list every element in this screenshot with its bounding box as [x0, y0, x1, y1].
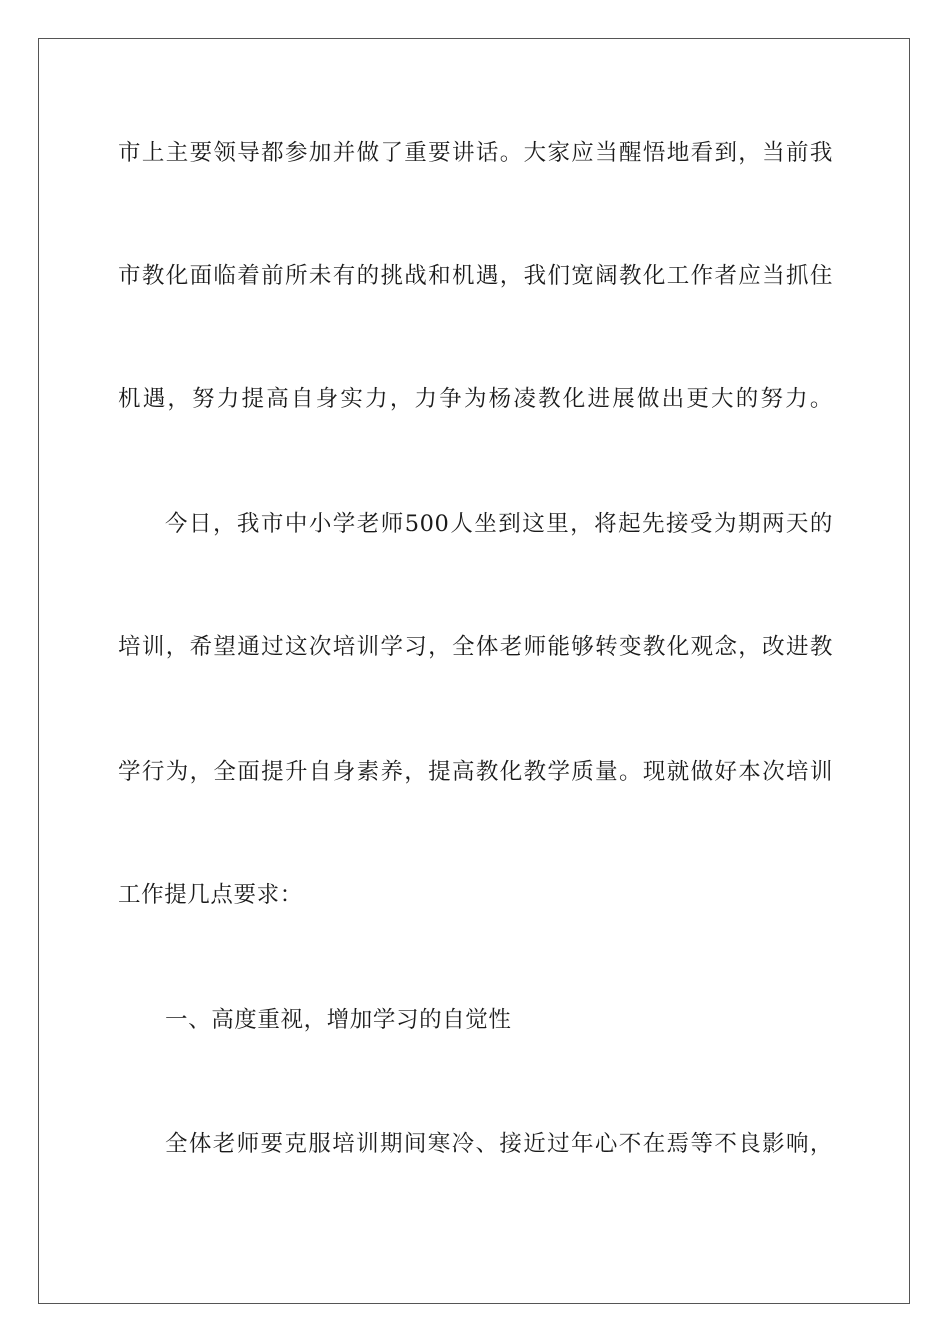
paragraph-line-1: 市上主要领导都参加并做了重要讲话。大家应当醒悟地看到，当前我 [118, 140, 833, 166]
paragraph-line-5: 培训，希望通过这次培训学习，全体老师能够转变教化观念，改进教 [118, 634, 833, 660]
paragraph-line-9: 全体老师要克服培训期间寒冷、接近过年心不在焉等不良影响， [165, 1131, 833, 1157]
paragraph-line-6: 学行为，全面提升自身素养，提高教化教学质量。现就做好本次培训 [118, 759, 833, 785]
paragraph-line-2: 市教化面临着前所未有的挑战和机遇，我们宽阔教化工作者应当抓住 [118, 263, 833, 289]
paragraph-line-7: 工作提几点要求： [118, 882, 303, 908]
page-frame [38, 38, 910, 1304]
section-heading: 一、高度重视，增加学习的自觉性 [165, 1007, 512, 1033]
paragraph-line-3: 机遇，努力提高自身实力，力争为杨凌教化进展做出更大的努力。 [118, 386, 833, 412]
paragraph-line-4: 今日，我市中小学老师500人坐到这里，将起先接受为期两天的 [165, 511, 833, 537]
